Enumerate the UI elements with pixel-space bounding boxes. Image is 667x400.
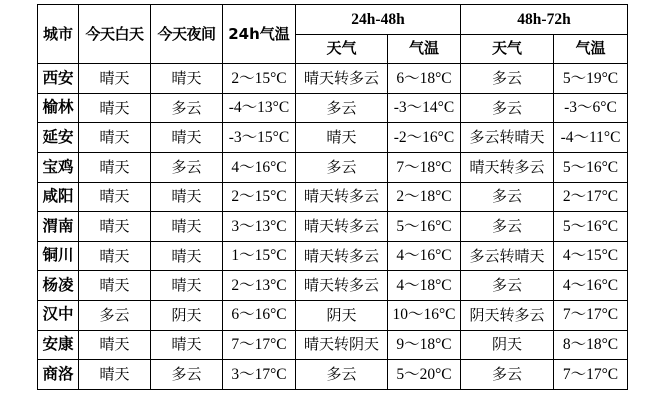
cell-city: 西安	[38, 64, 79, 94]
cell-city: 杨凌	[38, 271, 79, 301]
cell-temp-24h: 7～17°C	[223, 330, 296, 360]
cell-today-day: 晴天	[79, 241, 151, 271]
table-row	[38, 182, 628, 212]
weather-forecast-table	[37, 4, 628, 390]
table-row	[38, 271, 628, 301]
cell-weather-72: 多云	[461, 93, 554, 123]
cell-today-night: 多云	[151, 93, 223, 123]
cell-temp-72: 7～17°C	[554, 360, 628, 390]
subheader-weather-48: 天气	[296, 34, 388, 64]
header-period-48-72: 48h-72h	[461, 5, 628, 35]
cell-temp-48: 2～18°C	[388, 182, 461, 212]
header-period-24-48: 24h-48h	[296, 5, 461, 35]
cell-temp-48: 4～18°C	[388, 271, 461, 301]
cell-weather-48: 晴天转多云	[296, 182, 388, 212]
cell-temp-48: -3～14°C	[388, 93, 461, 123]
table-row	[38, 360, 628, 390]
cell-today-day: 晴天	[79, 152, 151, 182]
cell-temp-24h: 2～15°C	[223, 182, 296, 212]
cell-temp-72: 4～15°C	[554, 241, 628, 271]
cell-weather-48: 晴天转多云	[296, 212, 388, 242]
cell-temp-24h: 2～15°C	[223, 64, 296, 94]
cell-today-night: 晴天	[151, 64, 223, 94]
cell-today-day: 晴天	[79, 93, 151, 123]
cell-city: 延安	[38, 123, 79, 153]
cell-temp-48: 10～16°C	[388, 300, 461, 330]
cell-temp-48: 4～16°C	[388, 241, 461, 271]
cell-today-day: 晴天	[79, 360, 151, 390]
cell-today-day: 晴天	[79, 330, 151, 360]
cell-weather-72: 多云	[461, 360, 554, 390]
cell-today-night: 晴天	[151, 212, 223, 242]
cell-temp-24h: 1～15°C	[223, 241, 296, 271]
subheader-temp-48: 气温	[388, 34, 461, 64]
cell-today-night: 阴天	[151, 300, 223, 330]
subheader-temp-72: 气温	[554, 34, 628, 64]
cell-today-night: 晴天	[151, 123, 223, 153]
cell-weather-72: 多云	[461, 271, 554, 301]
cell-today-day: 晴天	[79, 212, 151, 242]
cell-temp-48: 7～18°C	[388, 152, 461, 182]
cell-weather-72: 多云	[461, 182, 554, 212]
cell-today-night: 晴天	[151, 330, 223, 360]
cell-city: 安康	[38, 330, 79, 360]
cell-today-day: 晴天	[79, 64, 151, 94]
cell-temp-24h: 3～13°C	[223, 212, 296, 242]
cell-temp-48: -2～16°C	[388, 123, 461, 153]
cell-temp-72: 5～19°C	[554, 64, 628, 94]
cell-weather-48: 晴天转多云	[296, 64, 388, 94]
table-row	[38, 241, 628, 271]
cell-weather-48: 晴天转阴天	[296, 330, 388, 360]
cell-temp-24h: 3～17°C	[223, 360, 296, 390]
cell-weather-72: 多云	[461, 212, 554, 242]
cell-city: 渭南	[38, 212, 79, 242]
cell-weather-48: 多云	[296, 360, 388, 390]
cell-today-night: 多云	[151, 360, 223, 390]
header-temp-24h: 24h气温	[223, 5, 296, 64]
cell-weather-48: 晴天转多云	[296, 241, 388, 271]
cell-weather-72: 多云转晴天	[461, 123, 554, 153]
cell-temp-48: 6～18°C	[388, 64, 461, 94]
cell-temp-72: 8～18°C	[554, 330, 628, 360]
header-today-night: 今天夜间	[151, 5, 223, 64]
cell-temp-72: -4～11°C	[554, 123, 628, 153]
table-row	[38, 93, 628, 123]
cell-today-day: 多云	[79, 300, 151, 330]
cell-weather-48: 多云	[296, 93, 388, 123]
cell-city: 商洛	[38, 360, 79, 390]
cell-today-night: 晴天	[151, 241, 223, 271]
cell-today-day: 晴天	[79, 271, 151, 301]
cell-weather-72: 阴天转多云	[461, 300, 554, 330]
table-row	[38, 300, 628, 330]
cell-city: 铜川	[38, 241, 79, 271]
cell-temp-72: -3～6°C	[554, 93, 628, 123]
cell-weather-48: 晴天	[296, 123, 388, 153]
cell-today-night: 晴天	[151, 271, 223, 301]
cell-temp-24h: -4～13°C	[223, 93, 296, 123]
header-row	[38, 5, 628, 35]
cell-weather-72: 晴天转多云	[461, 152, 554, 182]
cell-temp-48: 5～20°C	[388, 360, 461, 390]
cell-temp-48: 5～16°C	[388, 212, 461, 242]
cell-temp-72: 2～17°C	[554, 182, 628, 212]
cell-temp-72: 5～16°C	[554, 212, 628, 242]
cell-weather-48: 晴天转多云	[296, 271, 388, 301]
subheader-weather-72: 天气	[461, 34, 554, 64]
cell-temp-24h: 2～13°C	[223, 271, 296, 301]
cell-city: 宝鸡	[38, 152, 79, 182]
header-city: 城市	[38, 5, 79, 64]
cell-temp-72: 4～16°C	[554, 271, 628, 301]
cell-temp-24h: 4～16°C	[223, 152, 296, 182]
cell-weather-48: 阴天	[296, 300, 388, 330]
cell-weather-48: 多云	[296, 152, 388, 182]
cell-today-night: 多云	[151, 152, 223, 182]
cell-temp-72: 7～17°C	[554, 300, 628, 330]
cell-today-day: 晴天	[79, 123, 151, 153]
cell-temp-72: 5～16°C	[554, 152, 628, 182]
cell-temp-24h: -3～15°C	[223, 123, 296, 153]
cell-today-night: 晴天	[151, 182, 223, 212]
cell-city: 汉中	[38, 300, 79, 330]
table-row	[38, 152, 628, 182]
cell-city: 咸阳	[38, 182, 79, 212]
cell-weather-72: 多云转晴天	[461, 241, 554, 271]
cell-city: 榆林	[38, 93, 79, 123]
table-row	[38, 212, 628, 242]
table-row	[38, 123, 628, 153]
cell-temp-24h: 6～16°C	[223, 300, 296, 330]
cell-weather-72: 多云	[461, 64, 554, 94]
table-row	[38, 330, 628, 360]
header-today-day: 今天白天	[79, 5, 151, 64]
cell-temp-48: 9～18°C	[388, 330, 461, 360]
table-row	[38, 64, 628, 94]
cell-today-day: 晴天	[79, 182, 151, 212]
cell-weather-72: 阴天	[461, 330, 554, 360]
